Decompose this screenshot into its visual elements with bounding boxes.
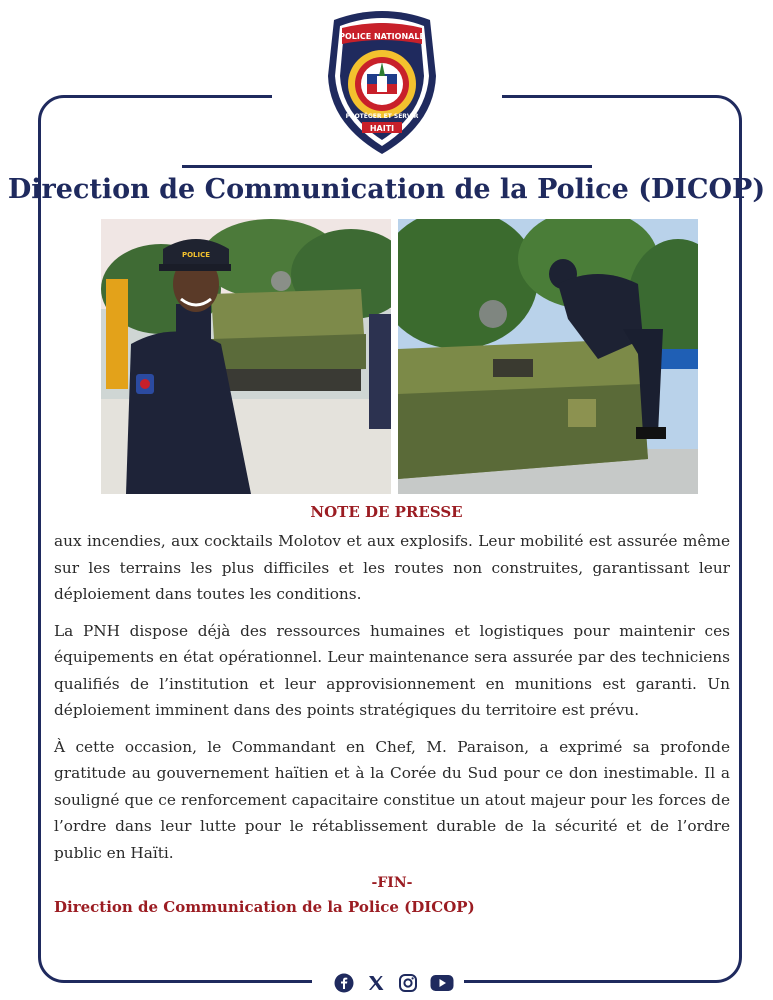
signature: Direction de Communication de la Police (DICOP) xyxy=(54,898,475,916)
x-icon[interactable] xyxy=(366,973,386,997)
youtube-icon[interactable] xyxy=(430,974,454,996)
photo-armored-vehicle xyxy=(398,219,698,494)
fin-marker: -FIN- xyxy=(371,875,413,891)
paragraph-2: La PNH dispose déjà des ressources humaines et logistiques pour maintenir ces équipements en état opérationnel. Leur maintenance sera assurée par des techniciens qualifiés de l’institution et leur approvisionnement en munitions est garanti. Un déploiement imminent dans des points stratégiques du territoire est prévu. xyxy=(54,621,730,719)
title-rule xyxy=(182,165,592,168)
badge-bottom-text: HAITI xyxy=(369,124,395,133)
facebook-icon[interactable] xyxy=(334,973,354,997)
press-note-label: NOTE DE PRESSE xyxy=(310,503,463,521)
badge-ring-text: PROTÉGER ET SERVIR xyxy=(345,113,419,120)
photo-officer xyxy=(101,219,391,494)
page-title: Direction de Communication de la Police (DICOP) xyxy=(7,174,766,205)
badge-top-text: POLICE NATIONALE xyxy=(339,32,425,41)
press-release-body xyxy=(54,528,730,920)
cap-text: POLICE xyxy=(181,251,211,259)
paragraph-1: aux incendies, aux cocktails Molotov et aux explosifs. Leur mobilité est assurée même sur les terrains les plus difficiles et les routes non construites, garantissant leur déploiement dans toutes les conditions. xyxy=(54,532,730,603)
police-badge-logo xyxy=(326,6,438,156)
social-links xyxy=(334,974,454,996)
paragraph-3: À cette occasion, le Commandant en Chef, M. Paraison, a exprimé sa profonde gratitude au gouvernement haïtien et à la Corée du Sud pour ce don inestimable. Il a souligné que ce renforcement capacitaire constitue un atout majeur pour les forces de l’ordre dans leur lutte pour le rétablissement durable de la sécurité et de l’ordre public en Haïti. xyxy=(54,737,730,862)
instagram-icon[interactable] xyxy=(398,973,418,997)
